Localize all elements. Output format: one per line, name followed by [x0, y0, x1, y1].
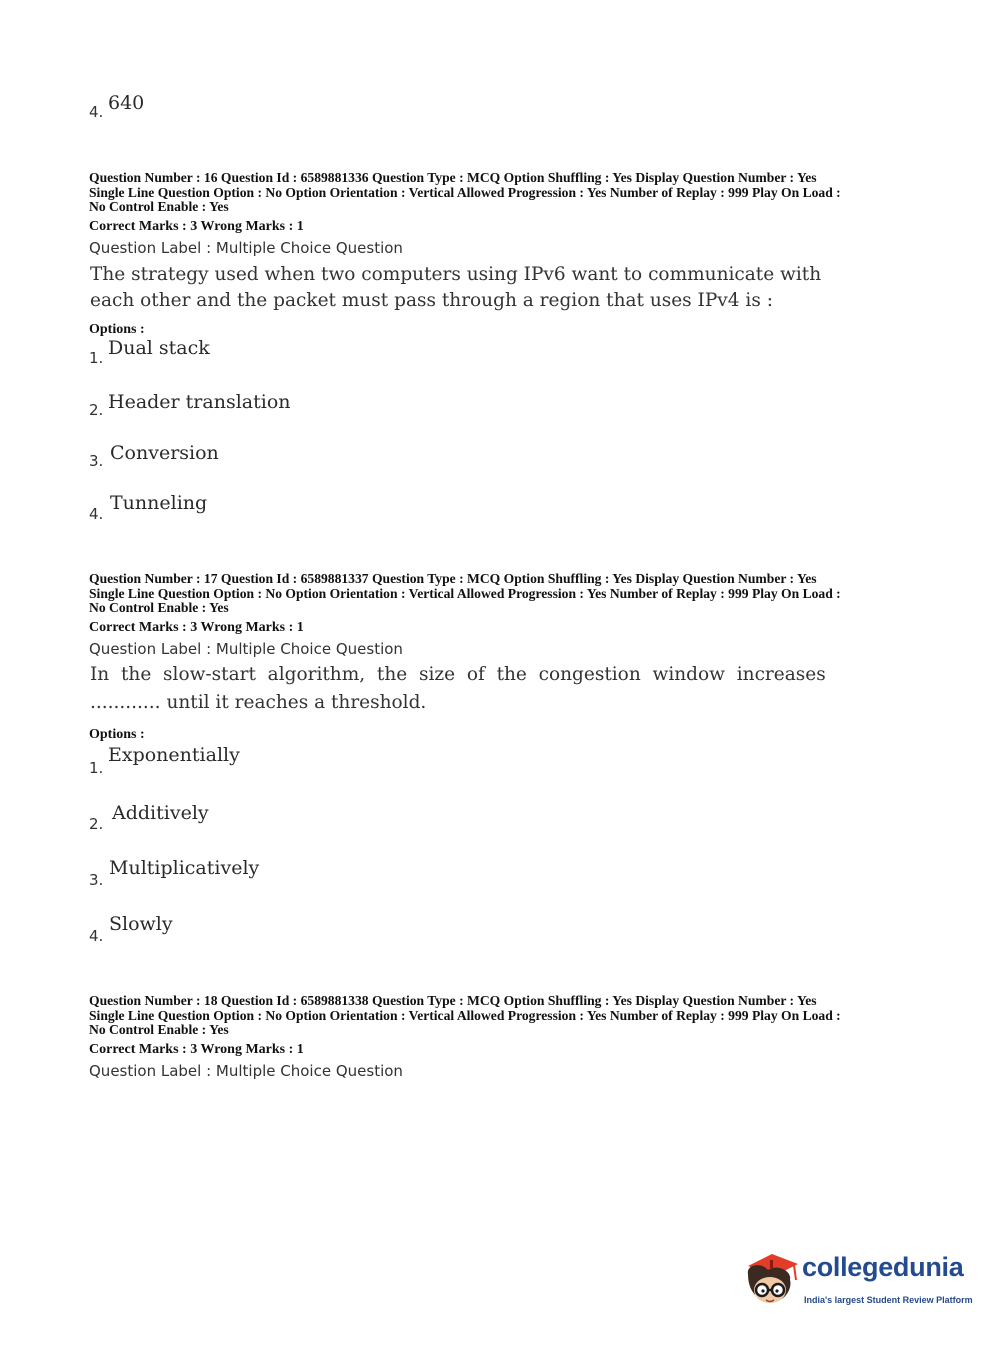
option-number: 1. — [89, 349, 104, 367]
question-meta-line: Question Number : 17 Question Id : 6589881337 Question Type : MCQ Option Shuffling : Yes Display Question Number : Yes — [89, 571, 817, 586]
question-text-line: each other and the packet must pass through a region that uses IPv4 is : — [90, 290, 773, 311]
question-text-line: ............ until it reaches a threshold. — [90, 692, 427, 713]
question-text-line: In the slow-start algorithm, the size of the congestion window increases — [90, 664, 826, 685]
option-text: Dual stack — [108, 337, 210, 359]
question-meta-line: Single Line Question Option : No Option Orientation : Vertical Allowed Progression : Yes Number of Replay : 999 Play On Load : — [89, 1008, 841, 1023]
option-number: 2. — [89, 815, 104, 833]
question-text-line: The strategy used when two computers using IPv6 want to communicate with — [90, 264, 822, 285]
question-meta-line: No Control Enable : Yes — [89, 1022, 229, 1037]
graduate-mascot-icon — [742, 1250, 800, 1314]
question-meta-line: Single Line Question Option : No Option Orientation : Vertical Allowed Progression : Yes Number of Replay : 999 Play On Load : — [89, 586, 841, 601]
option-text: Additively — [112, 802, 209, 824]
marks-info: Correct Marks : 3 Wrong Marks : 1 — [89, 1042, 304, 1057]
option-text: Header translation — [108, 391, 291, 413]
question-meta-line: No Control Enable : Yes — [89, 600, 229, 615]
question-label: Question Label : Multiple Choice Question — [89, 640, 403, 658]
brand-domain-mark — [960, 1264, 964, 1280]
option-text: Exponentially — [108, 744, 240, 766]
option-text: 640 — [108, 92, 145, 114]
marks-info: Correct Marks : 3 Wrong Marks : 1 — [89, 620, 304, 635]
options-label: Options : — [89, 322, 145, 337]
question-meta-line: Question Number : 16 Question Id : 6589881336 Question Type : MCQ Option Shuffling : Yes Display Question Number : Yes — [89, 170, 817, 185]
question-label: Question Label : Multiple Choice Question — [89, 239, 403, 257]
question-meta-line: No Control Enable : Yes — [89, 199, 229, 214]
marks-info: Correct Marks : 3 Wrong Marks : 1 — [89, 219, 304, 234]
question-meta-line: Question Number : 18 Question Id : 6589881338 Question Type : MCQ Option Shuffling : Yes Display Question Number : Yes — [89, 993, 817, 1008]
option-text: Multiplicatively — [109, 857, 260, 879]
options-label: Options : — [89, 727, 145, 742]
brand-name: collegedunia — [802, 1252, 964, 1282]
question-meta-line: Single Line Question Option : No Option Orientation : Vertical Allowed Progression : Yes Number of Replay : 999 Play On Load : — [89, 185, 841, 200]
question-label: Question Label : Multiple Choice Question — [89, 1062, 403, 1080]
option-number: 4. — [89, 103, 104, 121]
option-number: 3. — [89, 871, 104, 889]
option-number: 2. — [89, 401, 104, 419]
option-text: Slowly — [109, 913, 173, 935]
option-number: 3. — [89, 452, 104, 470]
option-text: Tunneling — [110, 492, 208, 514]
option-number: 4. — [89, 927, 104, 945]
option-number: 4. — [89, 505, 104, 523]
option-number: 1. — [89, 759, 104, 777]
collegedunia-logo — [742, 1250, 972, 1314]
option-text: Conversion — [110, 442, 219, 464]
brand-tagline: India's largest Student Review Platform — [804, 1295, 973, 1305]
